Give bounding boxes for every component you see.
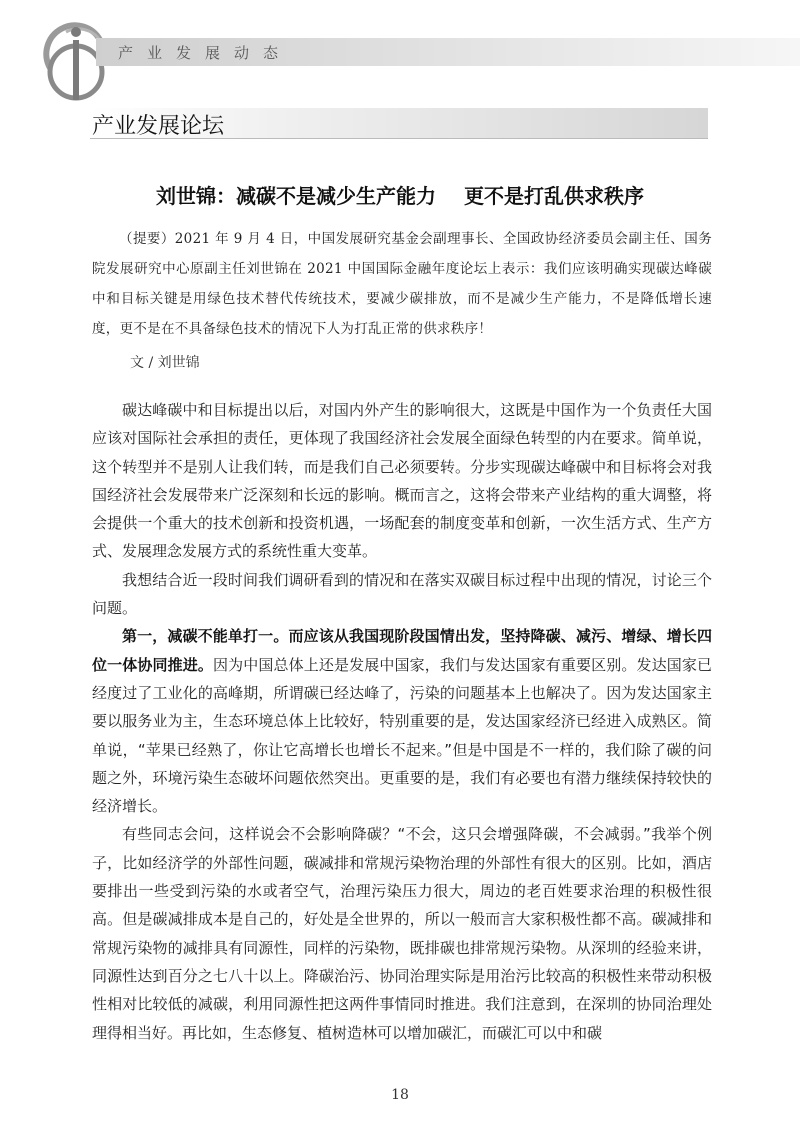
page-number: 18	[391, 1087, 409, 1103]
paragraph-3-lead: 第一，减碳不能单打一。而应该从我国现阶段国情出发，坚持降碳、减污、增绿、增长四位一体协同推进。	[92, 627, 712, 674]
paragraph-3	[92, 622, 712, 820]
article-byline: 文 / 刘世锦	[130, 355, 200, 371]
paragraph-1: 碳达峰碳中和目标提出以后，对国内外产生的影响很大，这既是中国作为一个负责任大国应该对国际社会承担的责任，更体现了我国经济社会发展全面绿色转型的内在要求。简单说，这个转型并不是别人让我们转，而是我们自己必须要转。分步实现碳达峰碳中和目标将会对我国经济社会发展带来广泛深刻和长远的影响。概而言之，这将会带来产业结构的重大调整，将会提供一个重大的技术创新和投资机遇，一场配套的制度变革和创新，一次生活方式、生产方式、发展理念发展方式的系统性重大变革。	[92, 401, 712, 561]
article-body	[92, 396, 712, 1047]
article-title-main: 刘世锦：减碳不是减少生产能力	[156, 184, 436, 208]
article-title-sub: 更不是打乱供求秩序	[464, 184, 644, 208]
section-title: 产业发展论坛	[92, 114, 225, 139]
article-title	[0, 180, 800, 209]
paragraph-4: 有些同志会问，这样说会不会影响降碳？“不会，这只会增强降碳，不会减弱。”我举个例子，比如经济学的外部性问题，碳减排和常规污染物治理的外部性有很大的区别。比如，酒店要排出一些受到污染的水或者空气，治理污染压力很大，周边的老百姓要求治理的积极性很高。但是碳减排成本是自己的，好处是全世界的，所以一般而言大家积极性都不高。碳减排和常规污染物的减排具有同源性，同样的污染物，既排碳也排常规污染物。从深圳的经验来讲，同源性达到百分之七八十以上。降碳治污、协同治理实际是用治污比较高的积极性来带动积极性相对比较低的减碳，利用同源性把这两件事情同时推进。我们注意到，在深圳的协同治理处理得相当好。再比如，生态修复、植树造林可以增加碳汇，而碳汇可以中和碳	[92, 825, 712, 1042]
paragraph-2: 我想结合近一段时间我们调研看到的情况和在落实双碳目标过程中出现的情况，讨论三个问题。	[92, 570, 712, 618]
article-abstract: （提要）2021 年 9 月 4 日，中国发展研究基金会副理事长、全国政协经济委员会副主任、国务院发展研究中心原副主任刘世锦在 2021 中国国际金融年度论坛上表示：我们应该明确实现碳达峰碳中和目标关键是用绿色技术替代传统技术，要减少碳排放，而不是减少生产能力，不是降低增长速度，更不是在不具备绿色技术的情况下人为打乱正常的供求秩序！	[92, 231, 712, 337]
header-title: 产业发展动态	[118, 44, 293, 62]
paragraph-3-rest: 因为中国总体上还是发展中国家，我们与发达国家有重要区别。发达国家已经度过了工业化的高峰期，所谓碳已经达峰了，污染的问题基本上也解决了。因为发达国家主要以服务业为主，生态环境总体上比较好，特别重要的是，发达国家经济已经进入成熟区。简单说，“苹果已经熟了，你让它高增长也增长不起来。”但是中国是不一样的，我们除了碳的问题之外，环境污染生态破坏问题依然突出。更重要的是，我们有必要也有潜力继续保持较快的经济增长。	[92, 655, 712, 816]
